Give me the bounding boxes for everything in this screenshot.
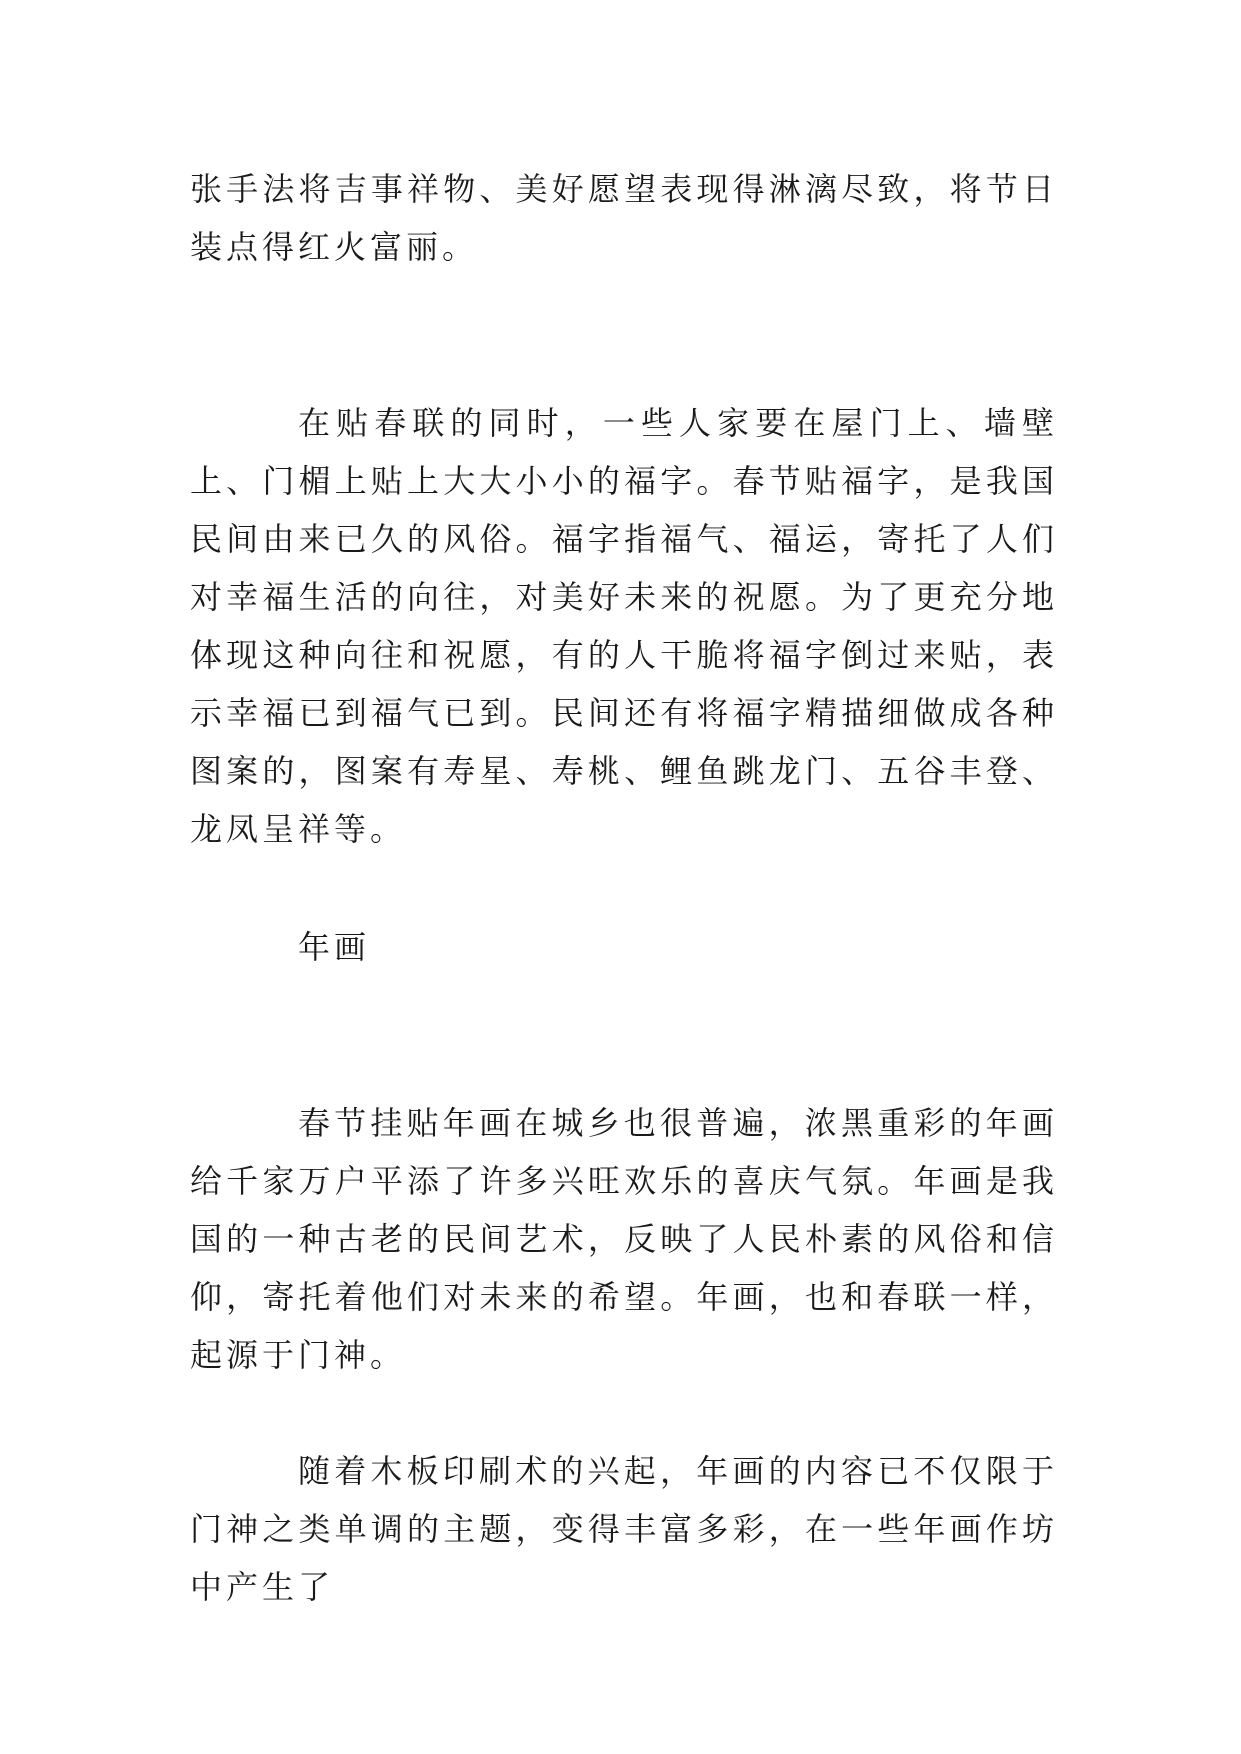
paragraph-nianhua-intro: 春节挂贴年画在城乡也很普遍，浓黑重彩的年画给千家万户平添了许多兴旺欢乐的喜庆气氛。年画是我国的一种古老的民间艺术，反映了人民朴素的风俗和信仰，寄托着他们对未来的希望。年画，也和春联一样，起源于门神。 <box>190 1104 1058 1374</box>
paragraph-continuation: 张手法将吉事祥物、美好愿望表现得淋漓尽致，将节日装点得红火富丽。 <box>190 170 1058 266</box>
paragraph-woodblock-printing: 随着木板印刷术的兴起，年画的内容已不仅限于门神之类单调的主题，变得丰富多彩，在一些年画作坊中产生了 <box>190 1452 1058 1606</box>
paragraph-fu-character: 在贴春联的同时，一些人家要在屋门上、墙壁上、门楣上贴上大大小小的福字。春节贴福字，是我国民间由来已久的风俗。福字指福气、福运，寄托了人们对幸福生活的向往，对美好未来的祝愿。为了更充分地体现这种向往和祝愿，有的人干脆将福字倒过来贴，表示幸福已到福气已到。民间还有将福字精描细做成各种图案的，图案有寿星、寿桃、鲤鱼跳龙门、五谷丰登、龙凤呈祥等。 <box>190 404 1058 848</box>
section-heading-nianhua: 年画 <box>298 928 371 966</box>
